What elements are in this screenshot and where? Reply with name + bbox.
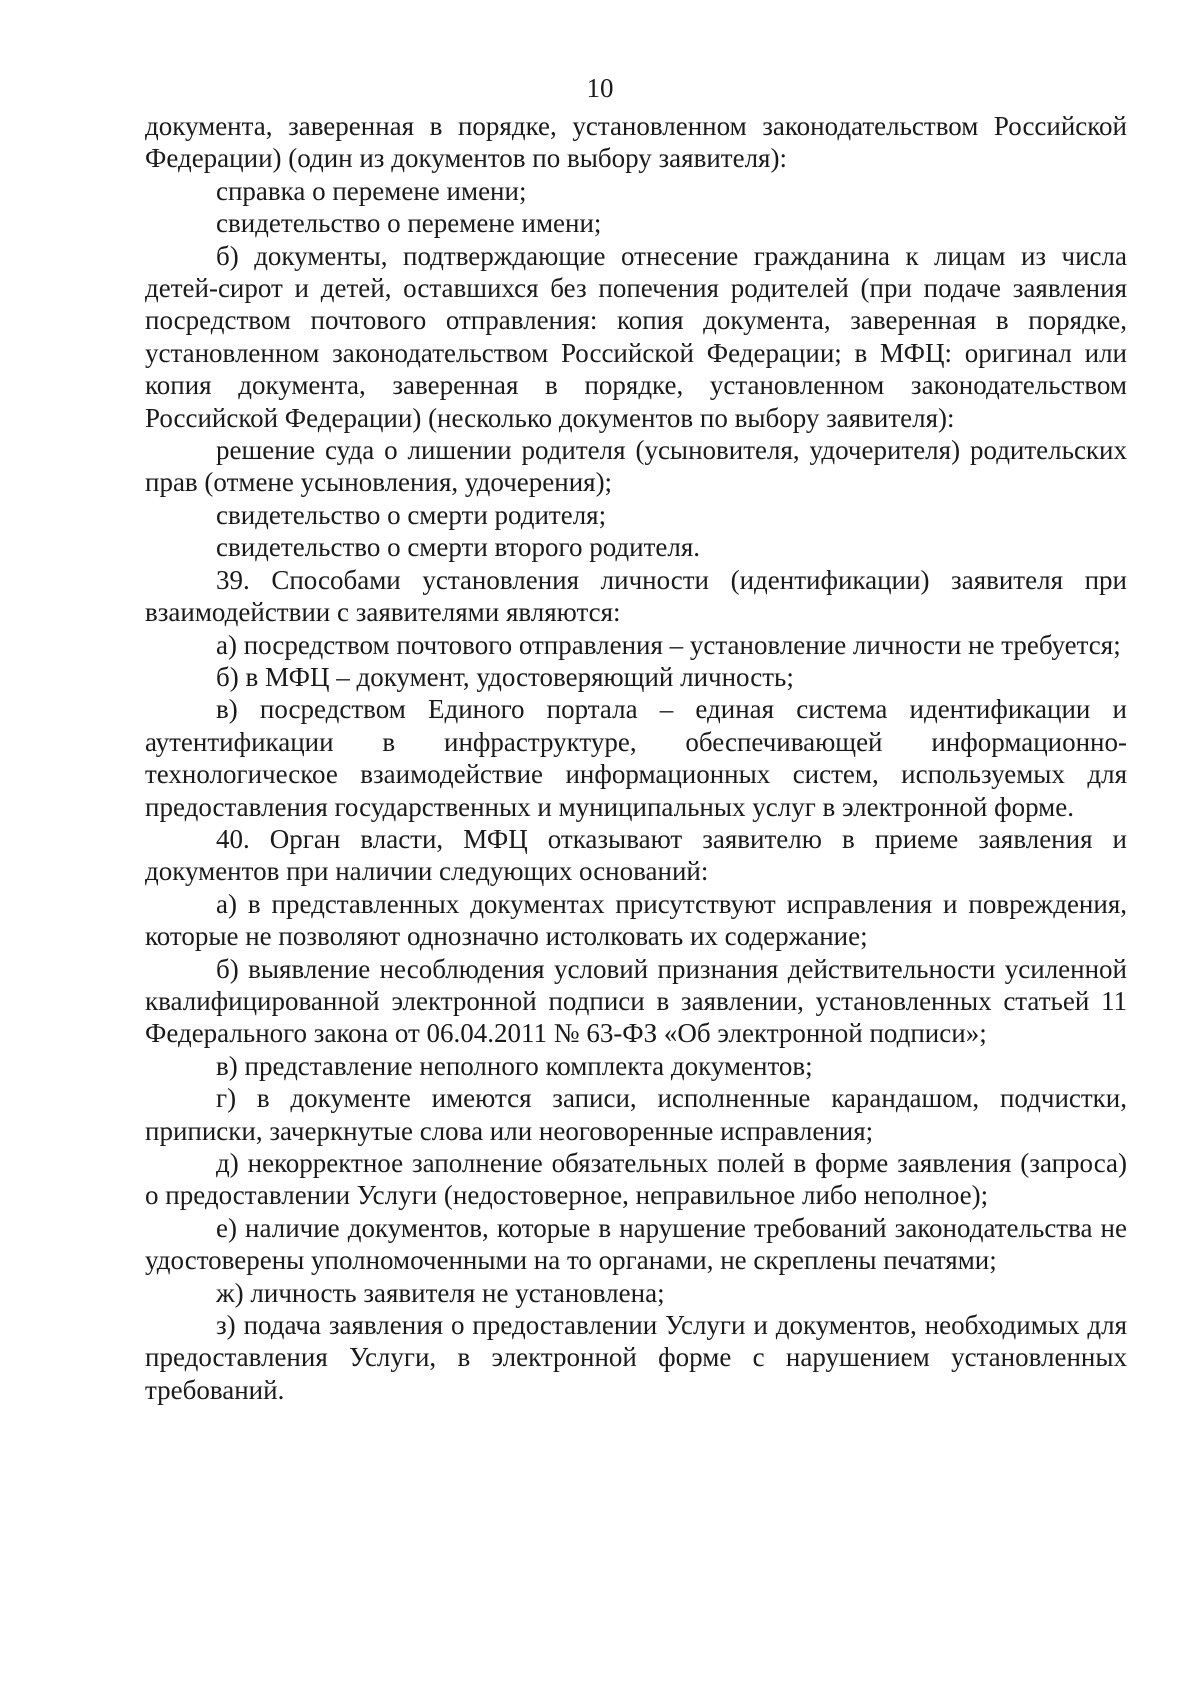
paragraph: свидетельство о смерти второго родителя. bbox=[216, 532, 701, 563]
page-number: 10 bbox=[586, 73, 614, 103]
paragraph: свидетельство о смерти родителя; bbox=[216, 499, 607, 530]
paragraph: в) посредством Единого портала – единая система идентификации и аутентификации в инфраструктуре, обеспечивающей информационно-технологическое взаимодействие информационных систем, используемых для предоставления государственных и муниципальных услуг в электронной форме. bbox=[145, 694, 1127, 822]
paragraph: д) некорректное заполнение обязательных полей в форме заявления (запроса) о предоставлении Услуги (недостоверное, неправильное либо неполное); bbox=[145, 1148, 1127, 1211]
paragraph: з) подача заявления о предоставлении Услуги и документов, необходимых для предоставления Услуги, в электронной форме с нарушением установленных требований. bbox=[145, 1310, 1127, 1405]
paragraph: б) в МФЦ – документ, удостоверяющий личность; bbox=[216, 661, 794, 692]
paragraph: решение суда о лишении родителя (усыновителя, удочерителя) родительских прав (отмене усыновления, удочерения); bbox=[145, 435, 1127, 498]
paragraph: 40. Орган власти, МФЦ отказывают заявителю в приеме заявления и документов при наличии следующих оснований: bbox=[145, 823, 1127, 887]
paragraph: в) представление неполного комплекта документов; bbox=[216, 1050, 813, 1081]
paragraph: е) наличие документов, которые в нарушение требований законодательства не удостоверены уполномоченными на то органами, не скреплены печатями; bbox=[145, 1212, 1127, 1276]
paragraph: б) выявление несоблюдения условий признания действительности усиленной квалифицированной электронной подписи в заявлении, установленных статьей 11 Федерального закона от 06.04.2011 № 63-ФЗ «Об электронной подписи»; bbox=[145, 953, 1127, 1049]
paragraph: ж) личность заявителя не установлена; bbox=[216, 1277, 665, 1308]
paragraph: справка о перемене имени; bbox=[216, 175, 527, 206]
paragraph: а) посредством почтового отправления – установление личности не требуется; bbox=[216, 629, 1121, 660]
paragraph: б) документы, подтверждающие отнесение гражданина к лицам из числа детей-сирот и детей, оставшихся без попечения родителей (при подаче заявления посредством почтового отправления: копия документа, заверенная в порядке, установленном законодательством Российской Федерации; в МФЦ: оригинал или копия документа, заверенная в порядке, установленном законодательством Российской Федерации) (несколько документов по выбору заявителя): bbox=[145, 240, 1127, 433]
paragraph: документа, заверенная в порядке, установленном законодательством Российской Федерации) (один из документов по выбору заявителя): bbox=[145, 111, 1127, 174]
paragraph: г) в документе имеются записи, исполненные карандашом, подчистки, приписки, зачеркнутые слова или неоговоренные исправления; bbox=[145, 1083, 1127, 1146]
document-body bbox=[145, 110, 1127, 1406]
paragraph: свидетельство о перемене имени; bbox=[216, 208, 602, 239]
paragraph: 39. Способами установления личности (идентификации) заявителя при взаимодействии с заявителями являются: bbox=[145, 564, 1127, 628]
paragraph: а) в представленных документах присутствуют исправления и повреждения, которые не позволяют однозначно истолковать их содержание; bbox=[145, 888, 1127, 952]
